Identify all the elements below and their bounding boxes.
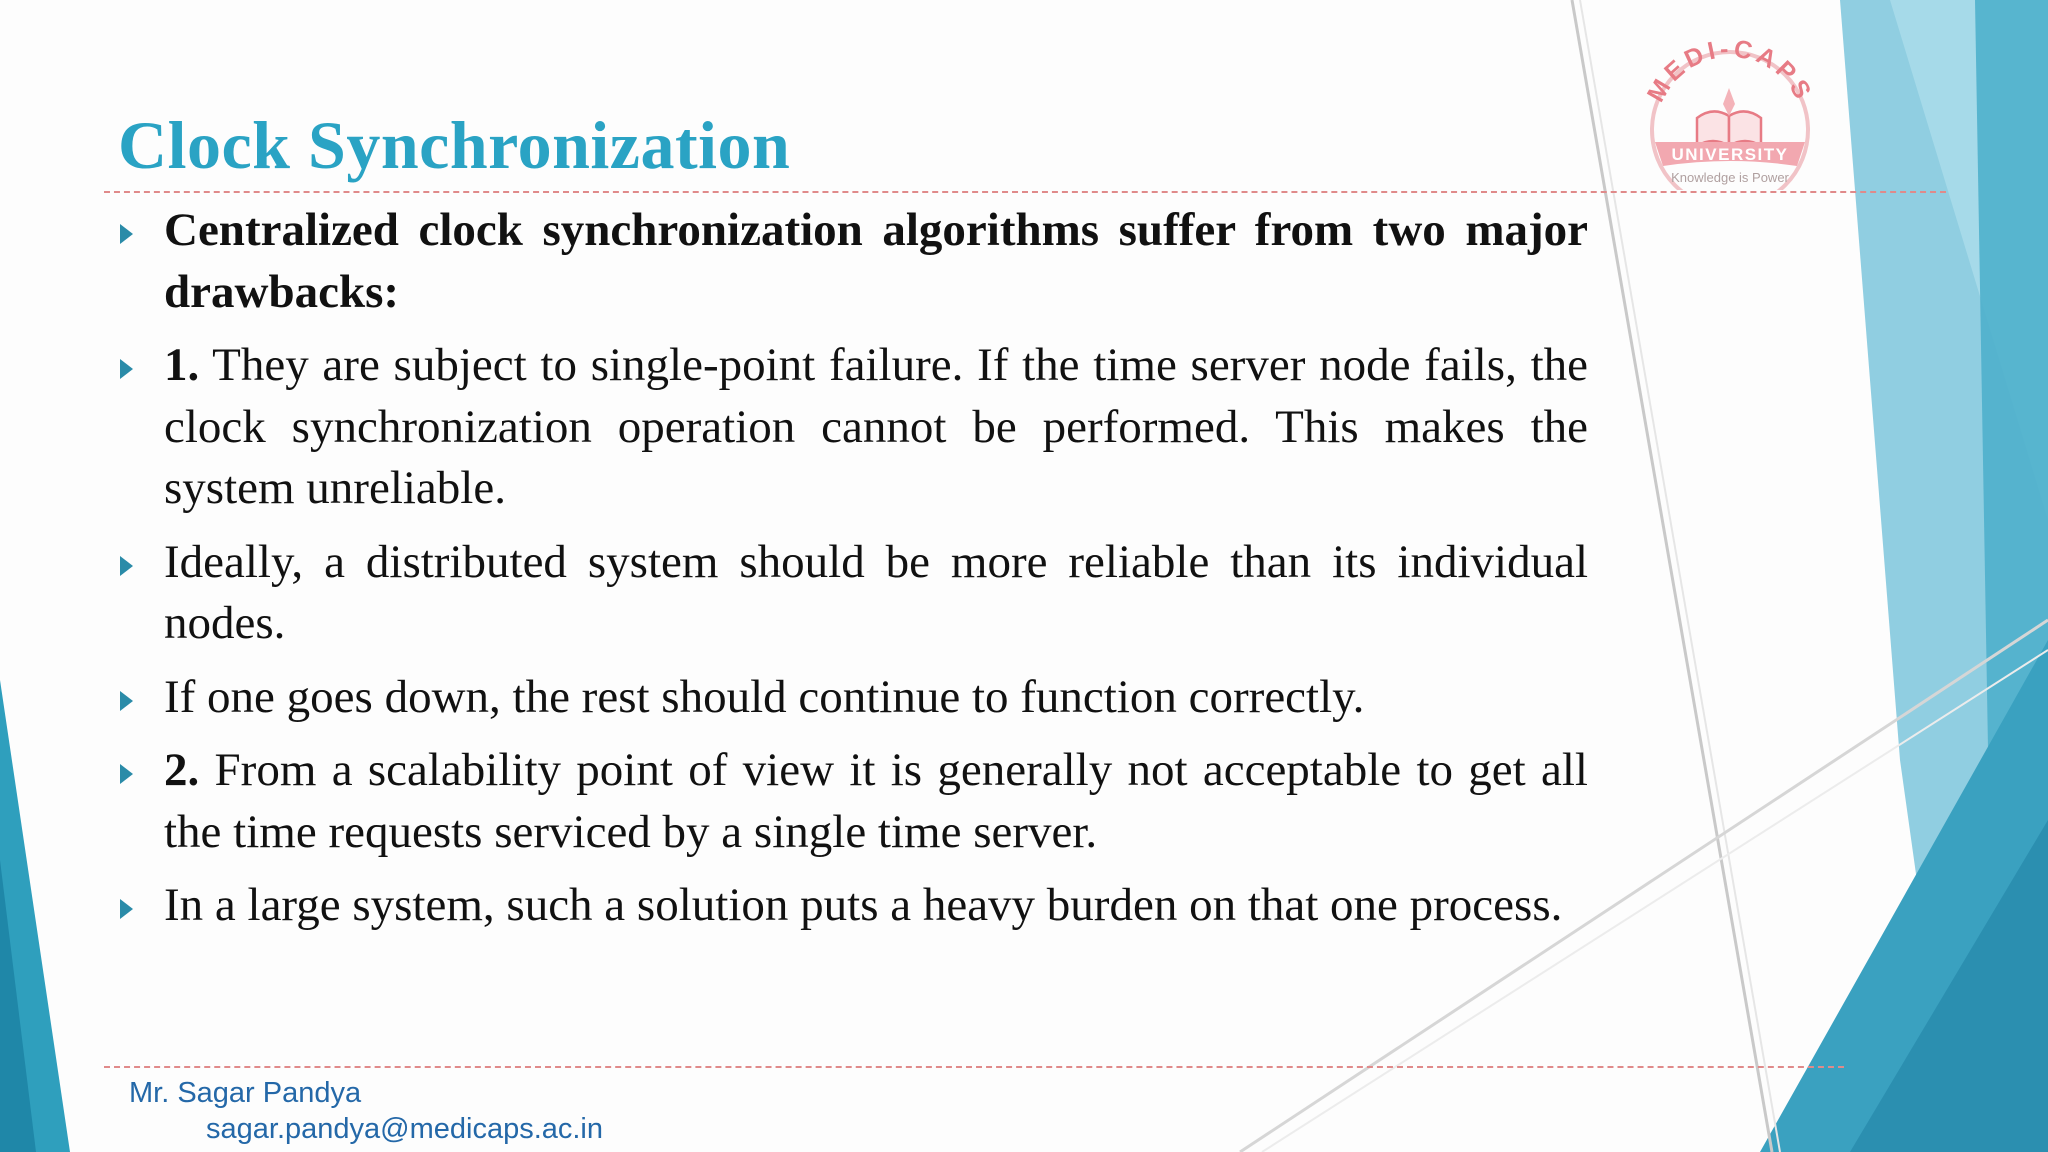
- bullet-list: [116, 200, 1588, 949]
- bullet-lead: 2.: [164, 744, 200, 796]
- bullet-item: [116, 667, 1588, 729]
- bullet-lead: 1.: [164, 339, 200, 391]
- bullet-arrow-icon: [120, 556, 133, 576]
- university-logo: [1625, 30, 1835, 190]
- logo-ribbon-text: UNIVERSITY: [1671, 145, 1789, 164]
- bullet-text: They are subject to single-point failure. If the time server node fails, the clock synchronization operation cannot be performed. This makes the system unreliable.: [164, 339, 1588, 514]
- bullet-item: [116, 335, 1588, 520]
- bullet-text: If one goes down, the rest should continue to function correctly.: [164, 670, 1365, 723]
- bullet-arrow-icon: [120, 691, 133, 711]
- title-divider: [104, 191, 1946, 193]
- footer-author-name: Mr. Sagar Pandya: [129, 1077, 362, 1109]
- footer-author-email: sagar.pandya@medicaps.ac.in: [206, 1113, 604, 1145]
- bullet-arrow-icon: [120, 899, 133, 919]
- bullet-text: Centralized clock synchronization algorithms suffer from two major drawbacks:: [164, 204, 1588, 318]
- bullet-item: [116, 532, 1588, 655]
- bullet-text: Ideally, a distributed system should be more reliable than its individual nodes.: [164, 535, 1588, 649]
- slide-title: Clock Synchronization: [118, 107, 791, 183]
- bullet-text: In a large system, such a solution puts a heavy burden on that one process.: [164, 879, 1563, 931]
- bullet-item: [116, 740, 1588, 863]
- bullet-arrow-icon: [120, 359, 133, 379]
- bullet-item: [116, 200, 1588, 323]
- footer-divider: [104, 1066, 1844, 1068]
- logo-arc-text: MEDI-CAPS: [1641, 34, 1819, 107]
- bullet-arrow-icon: [120, 224, 133, 244]
- logo-tagline: Knowledge is Power: [1671, 170, 1789, 185]
- bullet-item: [116, 875, 1588, 937]
- bullet-arrow-icon: [120, 764, 133, 784]
- bullet-text: From a scalability point of view it is generally not acceptable to get all the time requests serviced by a single time server.: [164, 744, 1588, 858]
- book-icon: [1697, 88, 1761, 146]
